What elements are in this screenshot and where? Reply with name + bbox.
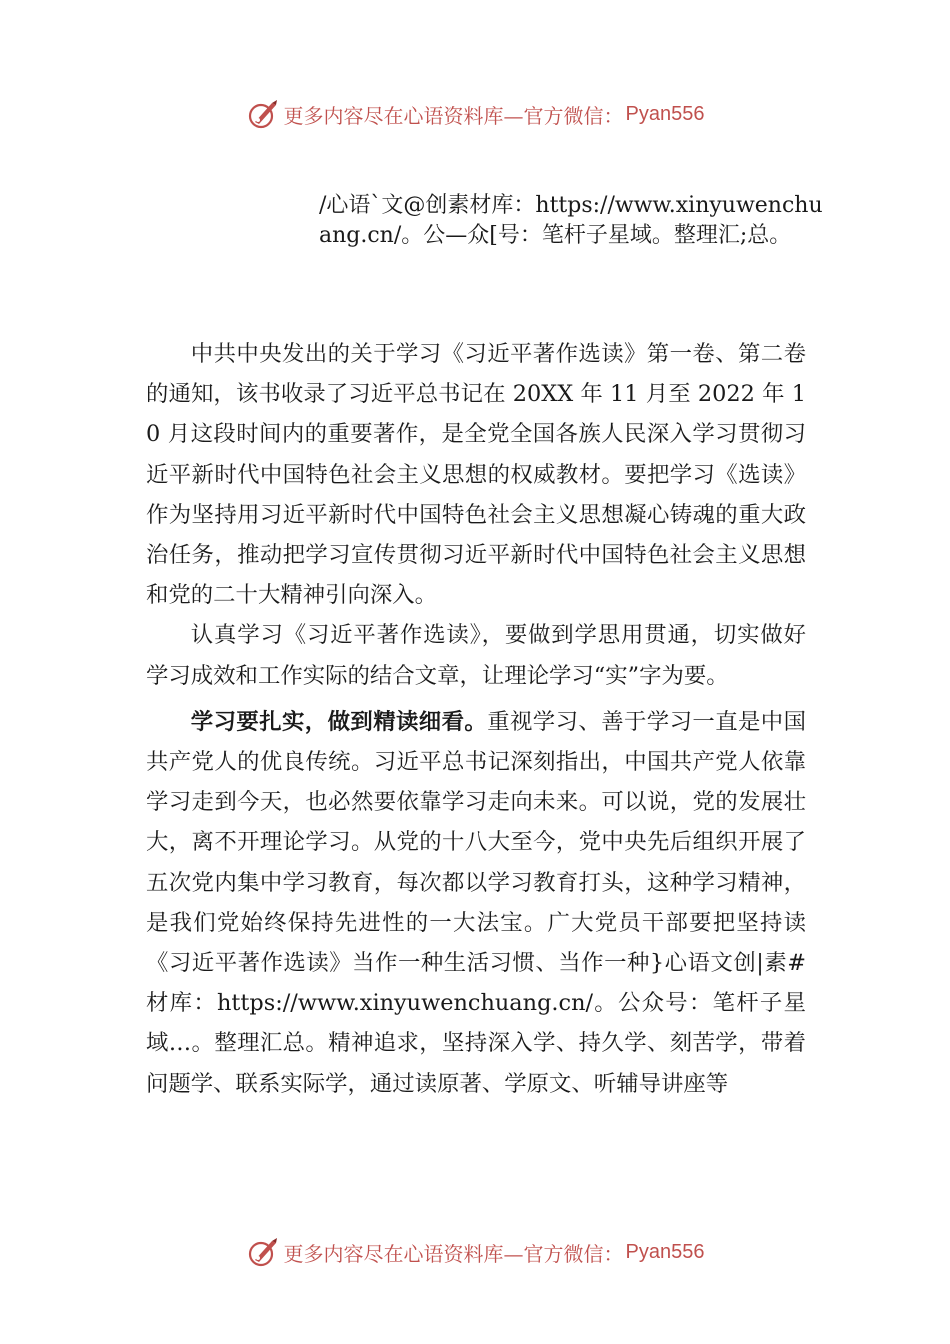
footer-banner-wechat: Pyan556 xyxy=(625,1240,705,1263)
header-banner-text: 更多内容尽在心语资料库—官方微信： xyxy=(283,103,624,128)
quill-pen-logo-icon xyxy=(246,97,280,131)
paragraph-text: 认真学习《习近平著作选读》，要做到学思用贯通，切实做好学习成效和工作实际的结合文章，让理论学习“实”字为要。 xyxy=(146,622,806,689)
footer-banner-text: 更多内容尽在心语资料库—官方微信： xyxy=(283,1241,624,1266)
paragraph xyxy=(146,615,806,695)
paragraph-text: 重视学习、善于学习一直是中国共产党人的优良传统。习近平总书记深刻指出，中国共产党人依靠学习走到今天，也必然要依靠学习走向未来。可以说，党的发展壮大，离不开理论学习。从党的十八大至今，党中央先后组织开展了五次党内集中学习教育，每次都以学习教育打头，这种学习精神，是我们党始终保持先进性的一大法宝。广大党员干部要把坚持读《习近平著作选读》当作一种生活习惯、当作一种}心语文创|素#材库：https://www.xinyuwenchuang.cn/。公众号：笔杆子星域…。整理汇总。精神追求，坚持深入学、持久学、刻苦学，带着问题学、联系实际学，通过读原著、学原文、听辅导讲座等 xyxy=(146,708,806,1097)
quill-pen-logo-icon xyxy=(246,1235,280,1269)
paragraph xyxy=(146,334,806,615)
footer-banner xyxy=(0,1232,950,1272)
header-banner-wechat: Pyan556 xyxy=(625,102,705,125)
source-note: /心语`文@创素材库：https://www.xinyuwenchuang.cn/。公—众[号：笔杆子星域。整理汇;总。 xyxy=(319,193,823,248)
header-banner xyxy=(0,94,950,134)
paragraph-lead: 学习要扎实，做到精读细看。 xyxy=(190,708,488,735)
article-body xyxy=(146,334,806,1104)
paragraph xyxy=(146,702,806,1104)
paragraph-text: 中共中央发出的关于学习《习近平著作选读》第一卷、第二卷的通知，该书收录了习近平总书记在 20XX 年 11 月至 2022 年 10 月这段时间内的重要著作，是全党全国各族人民深入学习贯彻习近平新时代中国特色社会主义思想的权威教材。要把学习《选读》作为坚持用习近平新时代中国特色社会主义思想凝心铸魂的重大政治任务，推动把学习宣传贯彻习近平新时代中国特色社会主义思想和党的二十大精神引向深入。 xyxy=(146,341,806,609)
